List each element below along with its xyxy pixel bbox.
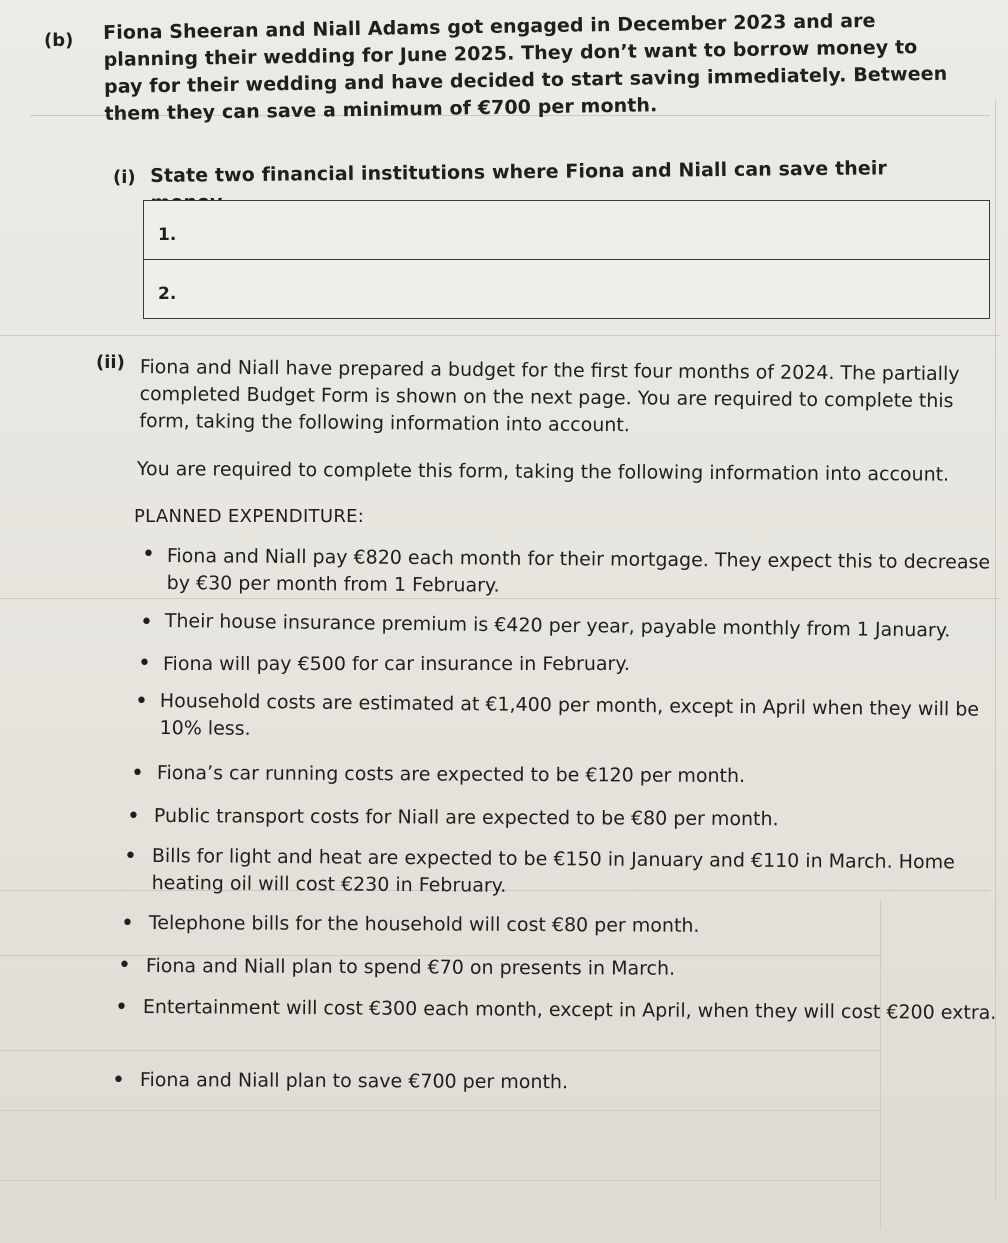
bullet-item: Household costs are estimated at €1,400 per month, except in April when they will be 10% less. bbox=[159, 689, 980, 740]
faint-ruling bbox=[0, 1180, 880, 1181]
part-i-question-post: financial institutions where Fiona and Niall can save their bbox=[261, 157, 888, 186]
faint-ruling bbox=[0, 1110, 880, 1111]
bullet-item: Bills for light and heat are expected to be €150 in January and €110 in March. Home heating oil will cost €230 in February. bbox=[151, 844, 955, 897]
part-i-question-bold: two bbox=[214, 163, 256, 187]
answer-table bbox=[143, 200, 990, 319]
bullet-dot: • bbox=[112, 1068, 125, 1093]
bullet-dot: • bbox=[118, 953, 131, 978]
bullet-dot: • bbox=[138, 651, 151, 676]
bullet-item: Telephone bills for the household will cost €80 per month. bbox=[148, 912, 700, 937]
bullet-item: Entertainment will cost €300 each month, except in April, when they will cost €200 extra. bbox=[142, 995, 997, 1024]
part-i-question-pre: State bbox=[150, 164, 216, 187]
faint-ruling bbox=[995, 100, 996, 1200]
bullet-item: Their house insurance premium is €420 per year, payable monthly from 1 January. bbox=[164, 609, 951, 642]
part-b-intro: Fiona Sheeran and Niall Adams got engaged in December 2023 and are planning their wedding for June 2025. They don’t want to borrow money to pay for their wedding and have decided to start saving immediately. Between them they can save a minimum of €700 per month. bbox=[103, 9, 948, 125]
bullet-item: Fiona and Niall pay €820 each month for their mortgage. They expect this to decrease by €30 per month from 1 February. bbox=[166, 544, 991, 597]
bullet-item: Fiona and Niall plan to save €700 per month. bbox=[139, 1069, 569, 1094]
part-ii-label: (ii) bbox=[96, 352, 125, 373]
answer-row-2[interactable] bbox=[144, 259, 989, 318]
bullet-dot: • bbox=[115, 995, 128, 1020]
answer-number: 2. bbox=[158, 284, 177, 304]
faint-ruling bbox=[0, 335, 1000, 336]
planned-expenditure-heading: PLANNED EXPENDITURE: bbox=[134, 506, 365, 527]
bullet-dot: • bbox=[140, 610, 153, 635]
faint-ruling bbox=[880, 900, 881, 1230]
bullet-dot: • bbox=[142, 542, 155, 567]
bullet-item: Fiona and Niall plan to spend €70 on presents in March. bbox=[145, 955, 676, 980]
bullet-item: Fiona will pay €500 for car insurance in February. bbox=[163, 653, 630, 675]
part-ii-text: Fiona and Niall have prepared a budget for the first four months of 2024. The partially completed Budget Form is shown on the next page. You are required to complete this form, taking the following information into account. bbox=[139, 355, 960, 437]
bullet-dot: • bbox=[121, 911, 134, 936]
answer-row-1[interactable] bbox=[144, 201, 989, 259]
part-ii-repeat-text: You are required to complete this form, taking the following information into account. bbox=[136, 457, 950, 486]
bullet-item: Fiona’s car running costs are expected to be €120 per month. bbox=[156, 762, 746, 788]
part-b-label: (b) bbox=[44, 30, 74, 51]
part-i-label: (i) bbox=[113, 167, 136, 188]
bullet-dot: • bbox=[124, 844, 137, 869]
bullet-dot: • bbox=[127, 804, 140, 829]
bullet-dot: • bbox=[135, 689, 148, 714]
faint-ruling bbox=[0, 1050, 880, 1051]
answer-number: 1. bbox=[158, 225, 177, 245]
bullet-dot: • bbox=[131, 761, 144, 786]
bullet-item: Public transport costs for Niall are expected to be €80 per month. bbox=[153, 805, 779, 831]
